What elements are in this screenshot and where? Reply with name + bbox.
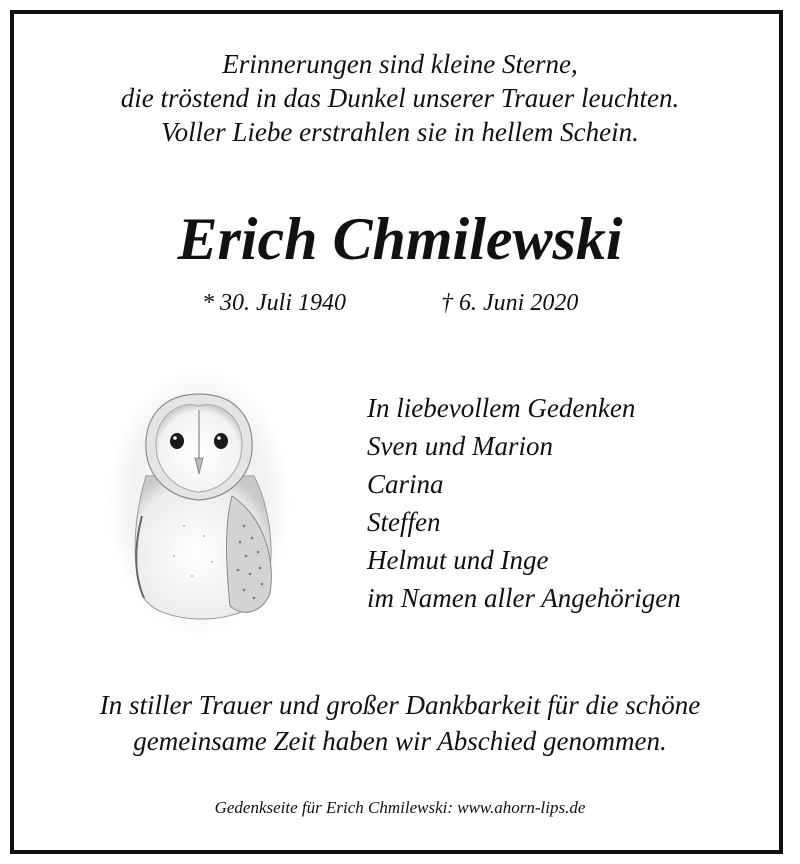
mourner-line: Helmut und Inge (367, 545, 549, 575)
mourner-line: Steffen (367, 507, 441, 537)
verse-line: Erinnerungen sind kleine Sterne, (222, 49, 578, 79)
mourner-line: In liebevollem Gedenken (367, 393, 636, 423)
death-date: † 6. Juni 2020 (441, 290, 579, 316)
mourners-list (367, 389, 681, 617)
memorial-verse (0, 47, 800, 149)
birth-date: * 30. Juli 1940 (202, 290, 346, 316)
verse-line: Voller Liebe erstrahlen sie in hellem Schein. (161, 117, 639, 147)
mourner-line: im Namen aller Angehörigen (367, 583, 681, 613)
mourner-line: Carina (367, 469, 444, 499)
mourner-line: Sven und Marion (367, 431, 553, 461)
deceased-name: Erich Chmilewski (177, 206, 623, 272)
closing-line: In stiller Trauer und großer Dankbarkeit für die schöne (99, 690, 701, 720)
closing-line: gemeinsame Zeit haben wir Abschied genommen. (133, 726, 667, 756)
barn-owl-icon (104, 366, 294, 638)
memorial-page-note: Gedenkseite für Erich Chmilewski: www.ahorn-lips.de (214, 798, 586, 817)
verse-line: die tröstend in das Dunkel unserer Trauer leuchten. (120, 83, 680, 113)
closing-text (0, 687, 800, 759)
